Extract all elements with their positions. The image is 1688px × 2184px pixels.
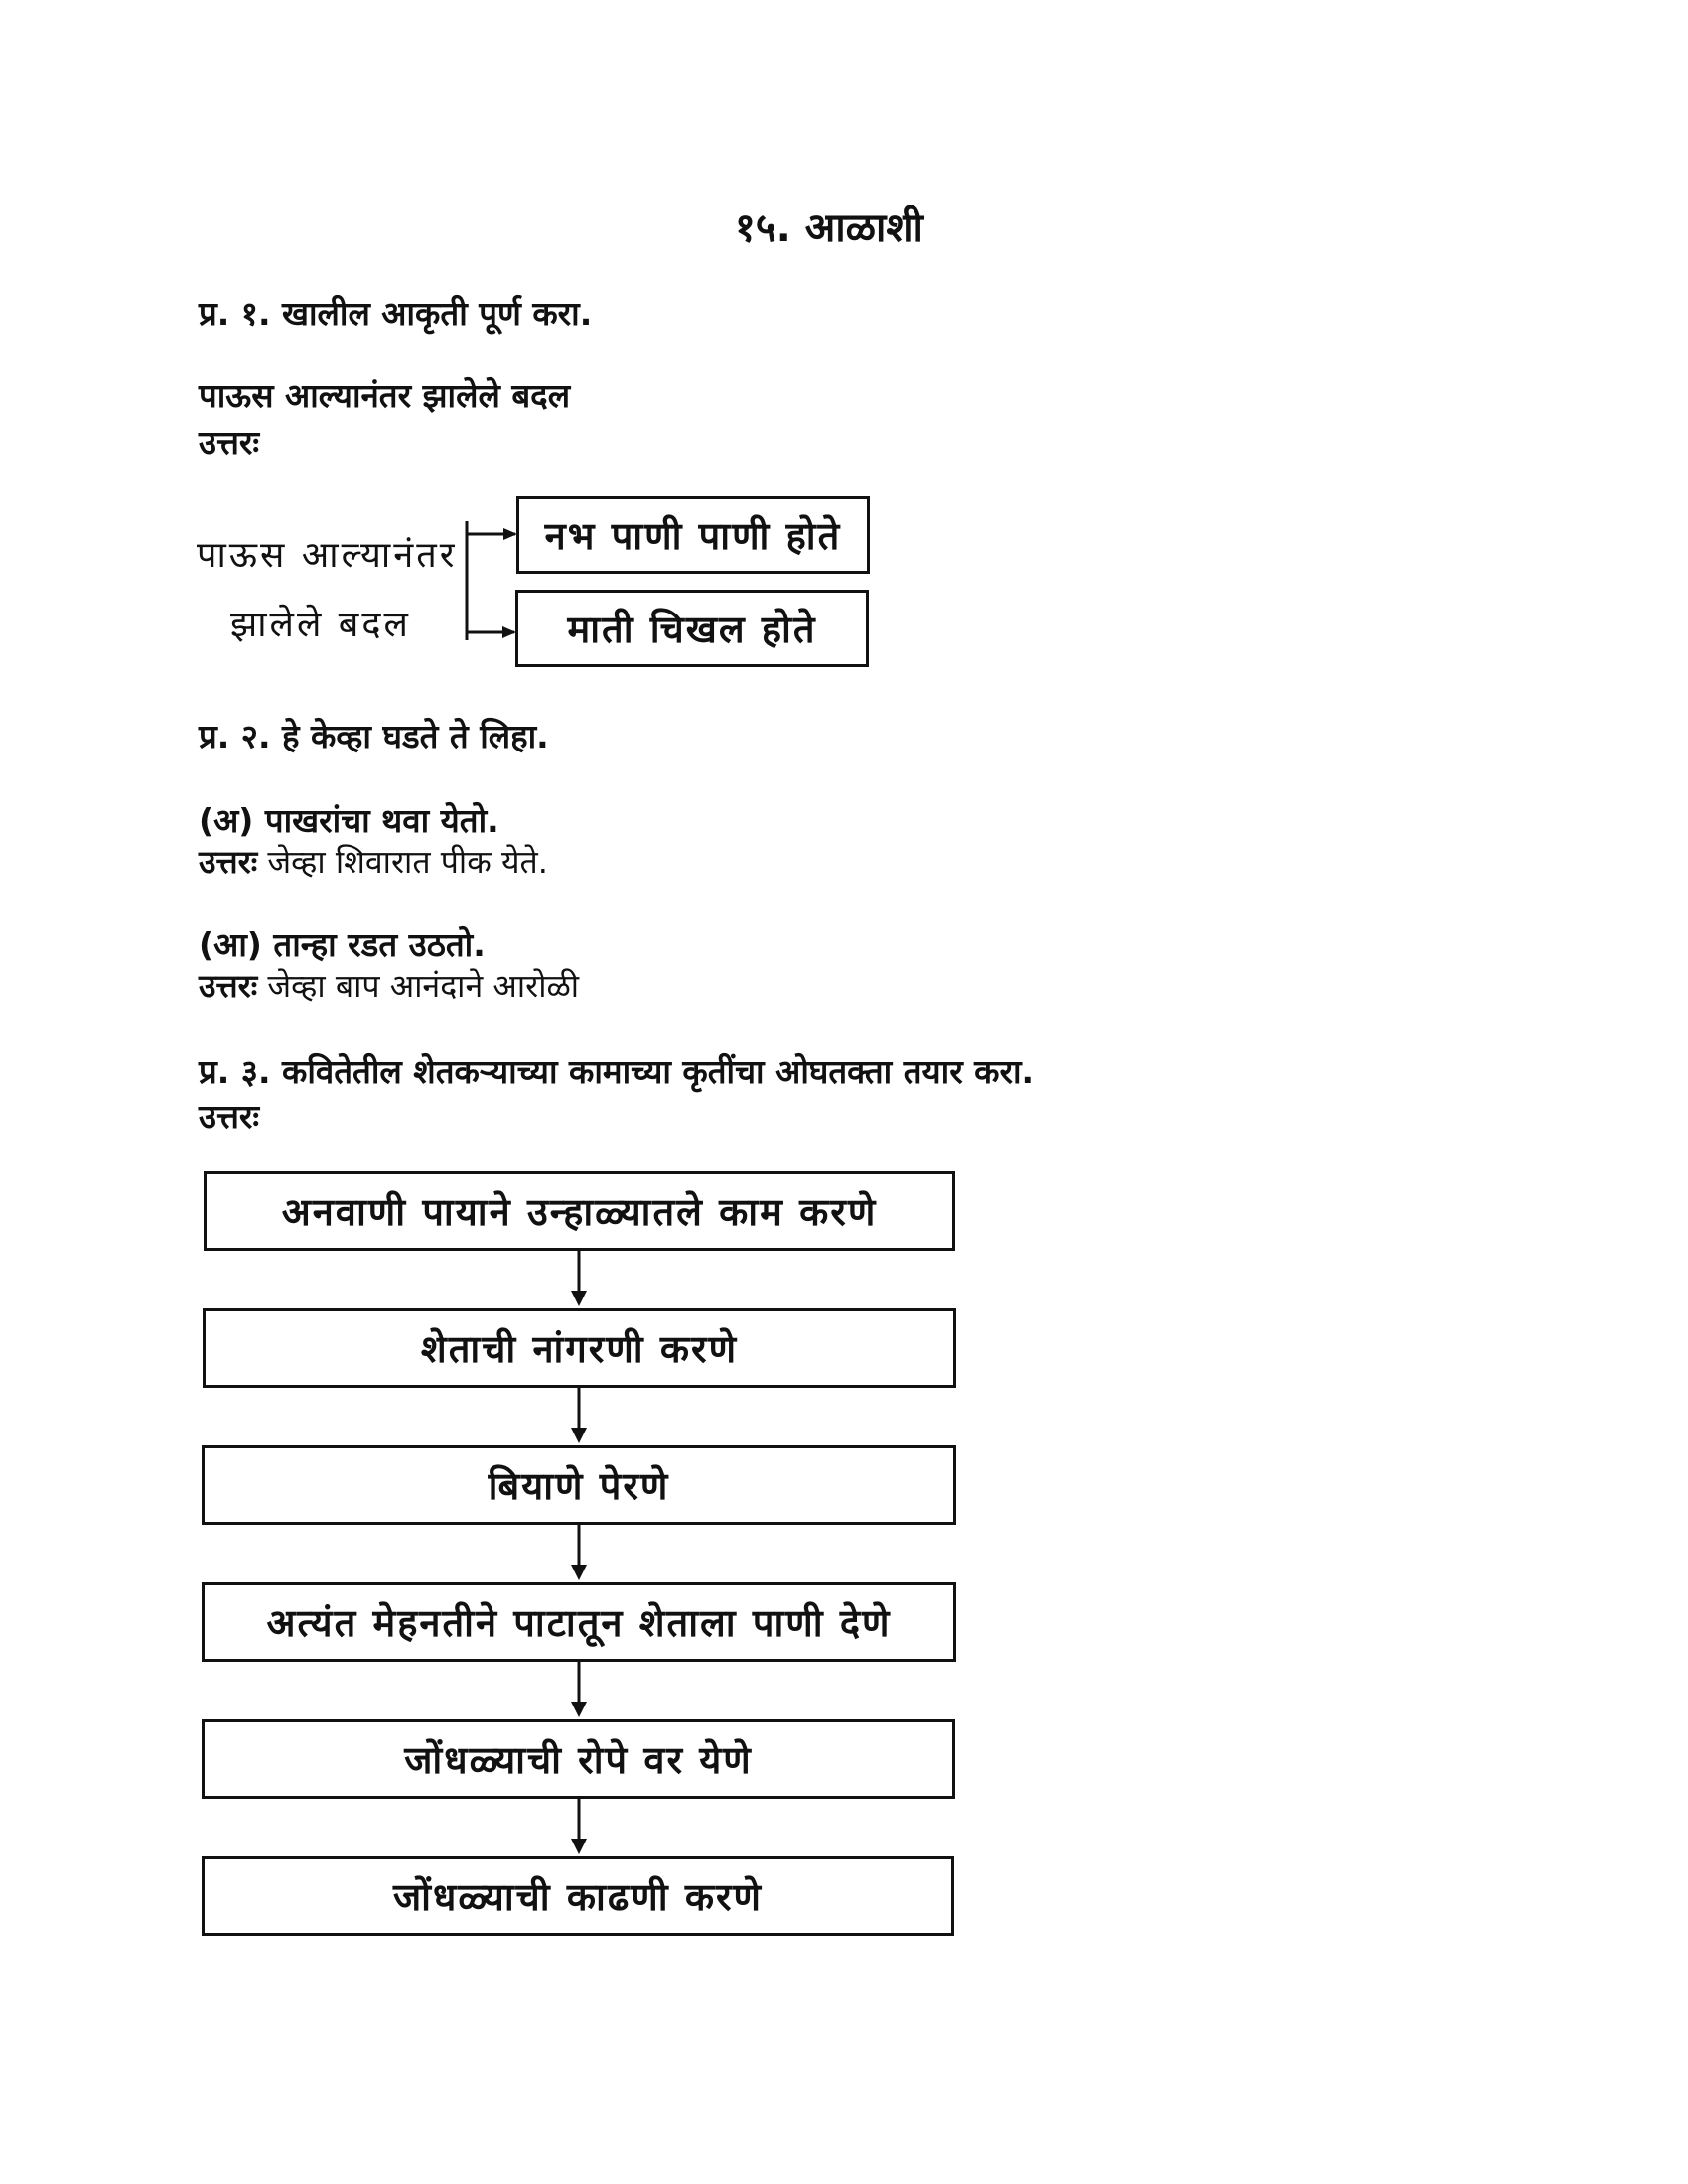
- answer-text: जेव्हा शिवारात पीक येते.: [257, 843, 548, 881]
- figure-box-1: नभ पाणी पाणी होते: [516, 496, 870, 574]
- flow-step-4: अत्यंत मेहनतीने पाटातून शेताला पाणी देणे: [202, 1582, 956, 1662]
- flow-step-3: बियाणे पेरणे: [202, 1445, 956, 1525]
- q2-part-b-prompt: (आ) तान्हा रडत उठतो.: [199, 925, 486, 964]
- figure-box-2: माती चिखल होते: [515, 590, 869, 667]
- q2-question: प्र. २. हे केव्हा घडते ते लिहा.: [199, 717, 549, 755]
- figure-label-line1: पाऊस आल्यानंतर: [197, 535, 458, 576]
- page-title: १५. आळाशी: [735, 205, 923, 251]
- figure-label-line2: झालेले बदल: [230, 605, 411, 645]
- q1-question: प्र. १. खालील आकृती पूर्ण करा.: [199, 294, 593, 333]
- q3-question: प्र. ३. कवितेतील शेतकऱ्याच्या कामाच्या कृतींचा ओघतक्ता तयार करा.: [199, 1052, 1035, 1091]
- flow-step-2: शेताची नांगरणी करणे: [203, 1308, 956, 1388]
- q1-topic: पाऊस आल्यानंतर झालेले बदल: [199, 376, 571, 415]
- q1-answer-label: उत्तरः: [199, 423, 260, 462]
- answer-text: जेव्हा बाप आनंदाने आरोळी: [257, 967, 580, 1005]
- flow-step-6: जोंधळ्याची काढणी करणे: [202, 1856, 954, 1936]
- answer-label: उत्तरः: [199, 967, 258, 1005]
- q3-answer-label: उत्तरः: [199, 1097, 260, 1136]
- flow-step-1: अनवाणी पायाने उन्हाळ्यातले काम करणे: [204, 1171, 955, 1251]
- flow-step-5: जोंधळ्याची रोपे वर येणे: [202, 1719, 955, 1799]
- answer-label: उत्तरः: [199, 843, 258, 881]
- q2-part-a-prompt: (अ) पाखरांचा थवा येतो.: [199, 801, 499, 840]
